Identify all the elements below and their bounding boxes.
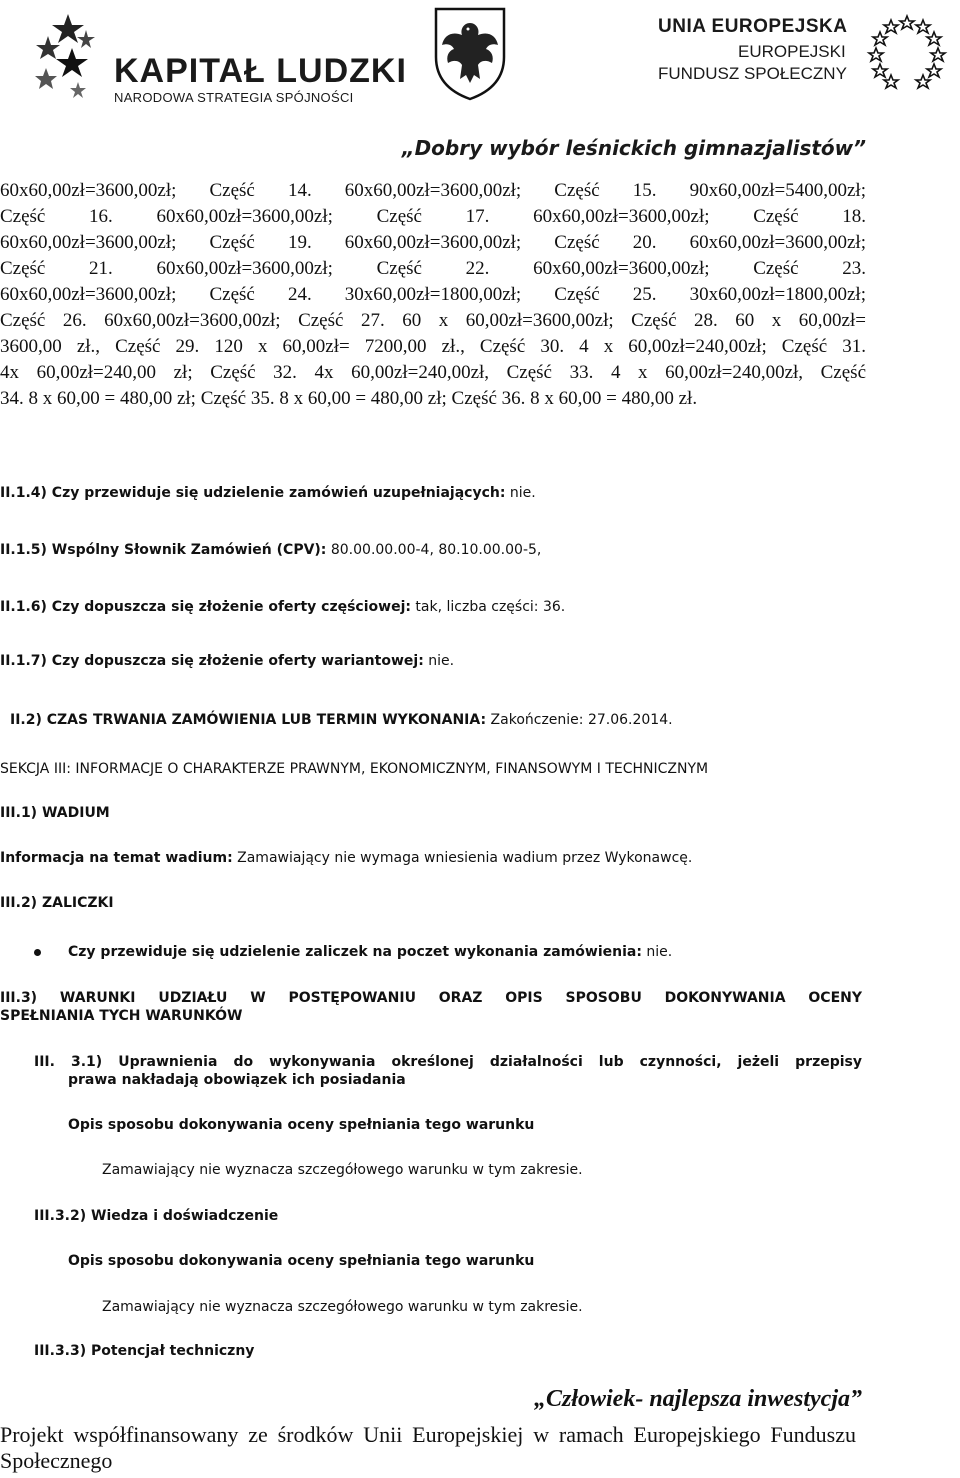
kapital-ludzki-title: KAPITAŁ LUDZKI — [114, 52, 407, 90]
section-label: Informacja na temat wadium: — [0, 850, 233, 866]
section-label: II.1.7) Czy dopuszcza się złożenie oferty wariantowej: — [0, 653, 424, 669]
paragraph-line: 3600,00 zł., Część 29. 120 x 60,00zł= 7200,00 zł., Część 30. 4 x 60,00zł=240,00zł; Część 31. — [0, 336, 866, 357]
condition-description-heading: Opis sposobu dokonywania oceny spełniania tego warunku — [68, 1253, 535, 1269]
section-value: 80.00.00.00-4, 80.10.00.00-5, — [326, 542, 542, 558]
zaliczki-question — [68, 943, 672, 961]
section-iii-1-heading: III.1) WADIUM — [0, 805, 110, 821]
condition-description-heading: Opis sposobu dokonywania oceny spełniania tego warunku — [68, 1117, 535, 1133]
section-ii-1-5 — [0, 541, 541, 559]
section-iii-3-1-heading-cont: prawa nakładają obowiązek ich posiadania — [68, 1072, 406, 1088]
section-iii-3-2-heading: III.3.2) Wiedza i doświadczenie — [34, 1208, 279, 1224]
paragraph-line: 4x 60,00zł=240,00 zł; Część 32. 4x 60,00zł=240,00zł, Część 33. 4 x 60,00zł=240,00zł, Część — [0, 362, 866, 383]
paragraph-line: Część 26. 60x60,00zł=3600,00zł; Część 27. 60 x 60,00zł=3600,00zł; Część 28. 60 x 60,00zł= — [0, 310, 866, 331]
section-ii-1-4 — [0, 484, 536, 502]
eu-flag-stars-icon — [864, 12, 950, 90]
kapital-ludzki-subtitle: NARODOWA STRATEGIA SPÓJNOŚCI — [114, 90, 354, 105]
paragraph-line: Część 16. 60x60,00zł=3600,00zł; Część 17. 60x60,00zł=3600,00zł; Część 18. — [0, 206, 866, 227]
section-iii-3-1-heading: III. 3.1) Uprawnienia do wykonywania określonej działalności lub czynności, jeżeli przepisy — [34, 1054, 862, 1070]
unia-europejska-logo — [650, 12, 950, 92]
footer-motto: „Człowiek- najlepsza inwestycja” — [533, 1386, 862, 1412]
section-value: nie. — [505, 485, 536, 501]
section-label: II.2) CZAS TRWANIA ZAMÓWIENIA LUB TERMIN WYKONANIA: — [10, 712, 487, 728]
section-iii-3-3-heading: III.3.3) Potencjał techniczny — [34, 1343, 255, 1359]
footer-funding-note-cont: Społecznego — [0, 1448, 113, 1473]
project-tagline: „Dobry wybór leśnickich gimnazjalistów” — [401, 136, 866, 160]
section-value: Zakończenie: 27.06.2014. — [486, 712, 673, 728]
kapital-ludzki-logo — [28, 8, 407, 108]
bullet-icon — [34, 949, 41, 956]
paragraph-line: 60x60,00zł=3600,00zł; Część 14. 60x60,00zł=3600,00zł; Część 15. 90x60,00zł=5400,00zł; — [0, 180, 866, 201]
paragraph-line: 60x60,00zł=3600,00zł; Część 24. 30x60,00zł=1800,00zł; Część 25. 30x60,00zł=1800,00zł; — [0, 284, 866, 305]
section-value: nie. — [423, 653, 455, 669]
section-iii-2-heading: III.2) ZALICZKI — [0, 895, 114, 911]
wadium-info — [0, 849, 692, 867]
footer-funding-note: Projekt współfinansowany ze środków Unii Europejskiej w ramach Europejskiego Funduszu — [0, 1422, 856, 1447]
section-label: II.1.6) Czy dopuszcza się złożenie oferty częściowej: — [0, 599, 411, 615]
kapital-ludzki-stars-icon — [28, 8, 112, 108]
section-label: II.1.5) Wspólny Słownik Zamówień (CPV): — [0, 542, 327, 558]
coat-of-arms-eagle-icon — [430, 5, 510, 101]
ue-line-1: UNIA EUROPEJSKA — [658, 16, 848, 37]
section-value: Zamawiający nie wymaga wniesienia wadium przez Wykonawcę. — [232, 850, 693, 866]
section-ii-1-6 — [0, 598, 565, 616]
section-iii-3-heading-cont: SPEŁNIANIA TYCH WARUNKÓW — [0, 1008, 243, 1024]
ue-line-3: FUNDUSZ SPOŁECZNY — [658, 64, 847, 83]
condition-description: Zamawiający nie wyznacza szczegółowego warunku w tym zakresie. — [102, 1299, 583, 1315]
paragraph-line: Część 21. 60x60,00zł=3600,00zł; Część 22. 60x60,00zł=3600,00zł; Część 23. — [0, 258, 866, 279]
section-label: Czy przewiduje się udzielenie zaliczek na poczet wykonania zamówienia: — [68, 944, 642, 960]
ue-line-2: EUROPEJSKI — [738, 42, 846, 61]
section-iii-heading: SEKCJA III: INFORMACJE O CHARAKTERZE PRAWNYM, EKONOMICZNYM, FINANSOWYM I TECHNICZNYM — [0, 761, 709, 777]
section-label: II.1.4) Czy przewiduje się udzielenie zamówień uzupełniających: — [0, 485, 506, 501]
section-value: nie. — [641, 944, 673, 960]
paragraph-line: 60x60,00zł=3600,00zł; Część 19. 60x60,00zł=3600,00zł; Część 20. 60x60,00zł=3600,00zł; — [0, 232, 866, 253]
section-ii-1-7 — [0, 652, 454, 670]
section-ii-2 — [10, 711, 673, 729]
section-iii-3-heading: III.3) WARUNKI UDZIAŁU W POSTĘPOWANIU ORAZ OPIS SPOSOBU DOKONYWANIA OCENY — [0, 990, 862, 1006]
section-value: tak, liczba części: 36. — [410, 599, 566, 615]
paragraph-line: 34. 8 x 60,00 = 480,00 zł; Część 35. 8 x 60,00 = 480,00 zł; Część 36. 8 x 60,00 = 480,00 zł. — [0, 388, 698, 409]
condition-description: Zamawiający nie wyznacza szczegółowego warunku w tym zakresie. — [102, 1162, 583, 1178]
